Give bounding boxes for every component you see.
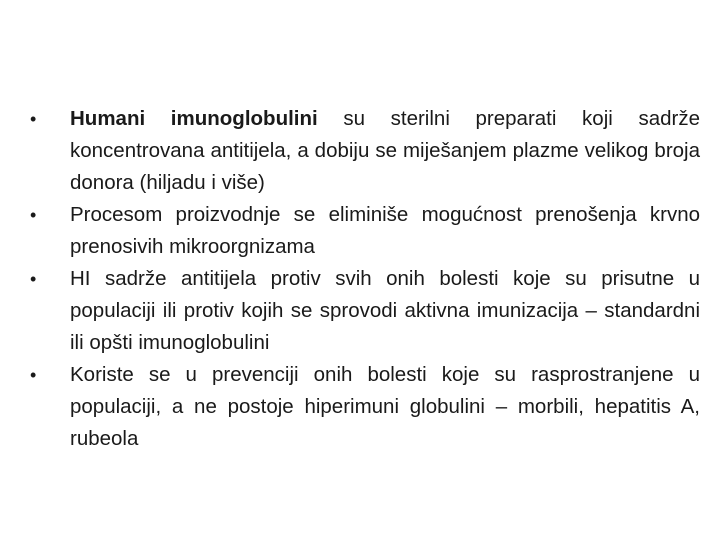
bullet-list	[30, 103, 700, 455]
bullet-dot: •	[30, 205, 37, 225]
bullet-dot: •	[30, 365, 37, 385]
bullet-dot: •	[30, 109, 37, 129]
bullet-item-4	[30, 359, 700, 455]
bullet-text: Procesom proizvodnje se eliminiše mogućnost prenošenja krvno prenosivih mikroorgnizama	[70, 203, 700, 258]
bullet-text: HI sadrže antitijela protiv svih onih bolesti koje su prisutne u populaciji ili protiv kojih se sprovodi aktivna imunizacija – standardni ili opšti imunoglobulini	[70, 267, 700, 354]
bullet-text: Koriste se u prevenciji onih bolesti koje su rasprostranjene u populaciji, a ne postoje hiperimuni globulini – morbili, hepatitis A, rubeola	[70, 363, 700, 450]
bullet-item-1	[30, 103, 700, 199]
bullet-item-3	[30, 263, 700, 359]
bullet-item-2	[30, 199, 700, 263]
bullet-dot: •	[30, 269, 37, 289]
bullet-text: su sterilni preparati koji sadrže koncentrovana antitijela, a dobiju se miješanjem plazme velikog broja donora (hiljadu i više)	[70, 107, 700, 194]
bullet-bold-term: Humani imunoglobulini	[70, 107, 318, 130]
